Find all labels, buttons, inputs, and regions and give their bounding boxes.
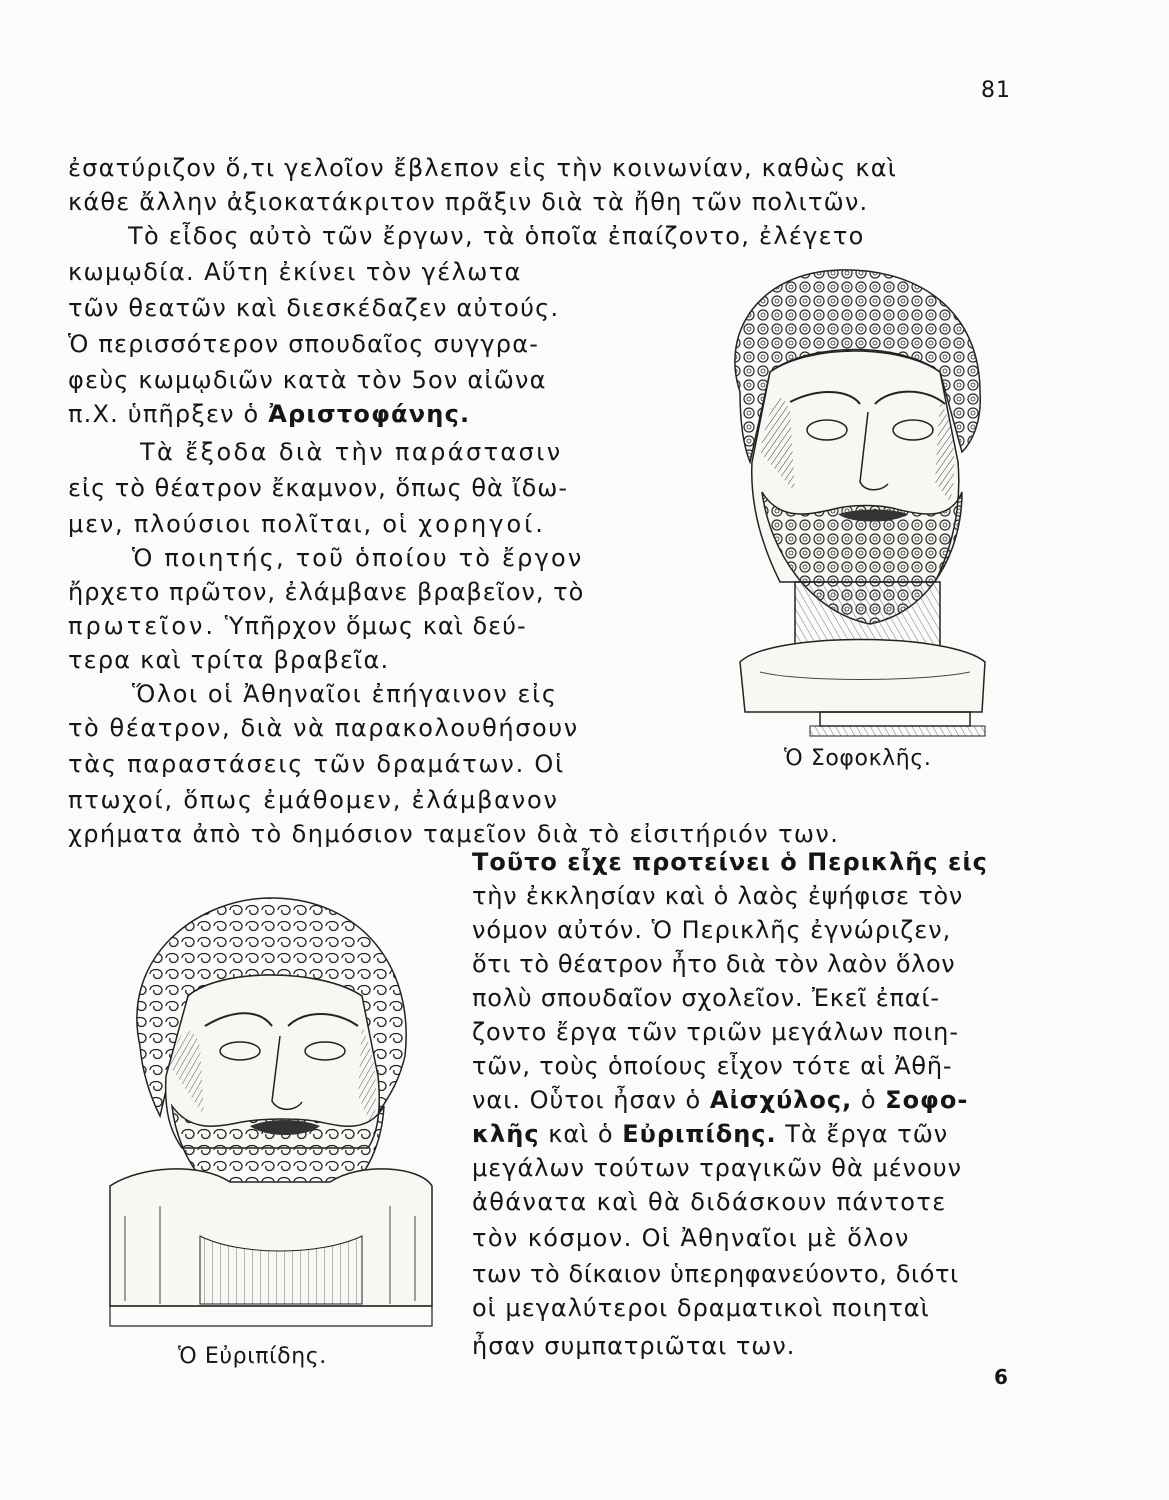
text-line [68, 398, 470, 430]
euripides-bust-image [100, 886, 440, 1336]
text-line: τῶν, τοὺς ὁποίους εἶχον τότε αἱ Ἀθῆ- [472, 1052, 953, 1080]
text-line: κωμῳδία. Αὕτη ἐκίνει τὸν γέλωτα [68, 258, 522, 286]
term-choregoi: χορηγοί. [418, 510, 546, 538]
name-aeschylus: Αἰσχύλος, [709, 1086, 853, 1114]
text-line: μεγάλων τούτων τραγικῶν θὰ μένουν [472, 1154, 963, 1182]
text-line: χρήματα ἀπὸ τὸ δημόσιον ταμεῖον διὰ τὸ εἰσιτήριόν των. [68, 820, 840, 848]
text-line: Ὁ ποιητής, τοῦ ὁποίου τὸ ἔργον [132, 544, 584, 572]
text-span: μεν, πλούσιοι πολῖται, οἱ [68, 510, 409, 538]
text-line: ζοντο ἔργα τῶν τριῶν μεγάλων ποιη- [472, 1018, 960, 1046]
sophocles-bust-image [700, 252, 1000, 742]
text-line: ἤρχετο πρῶτον, ἐλάμβανε βραβεῖον, τὸ [68, 578, 585, 606]
euripides-caption: Ὁ Εὐριπίδης. [178, 1344, 327, 1369]
text-line [472, 1084, 968, 1116]
text-line: τὴν ἐκκλησίαν καὶ ὁ λαὸς ἐψήφισε τὸν [472, 882, 964, 910]
text-span: Τὰ ἔργα τῶν [785, 1120, 949, 1148]
text-line: κάθε ἄλλην ἀξιοκατάκριτον πρᾶξιν διὰ τὰ ἤθη τῶν πολιτῶν. [68, 188, 869, 216]
signature-number: 6 [994, 1365, 1008, 1389]
text-line: Ὅλοι οἱ Ἀθηναῖοι ἐπήγαινον εἰς [132, 680, 558, 708]
text-line [472, 1118, 948, 1150]
text-line: τῶν θεατῶν καὶ διεσκέδαζεν αὐτούς. [68, 294, 560, 322]
text-line: Ὁ περισσότερον σπουδαῖος συγγρα- [68, 330, 540, 358]
text-line: Τὸ εἶδος αὐτὸ τῶν ἔργων, τὰ ὁποῖα ἐπαίζοντο, ἐλέγετο [128, 222, 865, 250]
text-line: ὅτι τὸ θέατρον ἦτο διὰ τὸν λαὸν ὅλον [472, 950, 956, 978]
text-line: Τὰ ἔξοδα διὰ τὴν παράστασιν [140, 438, 563, 466]
name-sophocles-part: κλῆς [472, 1120, 540, 1148]
text-line: ἦσαν συμπατριῶται των. [472, 1332, 796, 1360]
text-line: τὸν κόσμον. Οἱ Ἀθηναῖοι μὲ ὅλον [472, 1224, 910, 1252]
text-line: ἀθάνατα καὶ θὰ διδάσκουν πάντοτε [472, 1188, 947, 1216]
text-span: π.Χ. ὑπῆρξεν ὁ [68, 400, 260, 428]
page-number: 81 [981, 78, 1011, 103]
text-line: πτωχοί, ὅπως ἐμάθομεν, ἐλάμβανον [68, 786, 559, 814]
text-line: εἰς τὸ θέατρον ἔκαμνον, ὅπως θὰ ἴδω- [68, 474, 569, 502]
name-aristophanes: Ἀριστοφάνης. [268, 400, 471, 428]
text-line: πολὺ σπουδαῖον σχολεῖον. Ἐκεῖ ἐπαί- [472, 984, 940, 1012]
text-line [68, 508, 546, 540]
name-euripides: Εὐριπίδης. [622, 1120, 777, 1148]
term-proteion: πρωτεῖον. [68, 612, 217, 640]
text-line: τὰς παραστάσεις τῶν δραμάτων. Οἱ [68, 750, 566, 778]
text-line [472, 846, 988, 878]
text-line: φεὺς κωμῳδιῶν κατὰ τὸν 5ον αἰῶνα [68, 366, 547, 394]
text-span: ὁ [860, 1086, 877, 1114]
text-line: ἐσατύριζον ὅ,τι γελοῖον ἔβλεπον εἰς τὴν κοινωνίαν, καθὼς καὶ [68, 154, 898, 182]
text-span: Τοῦτο εἶχε προτείνει ὁ Περικλῆς εἰς [472, 848, 988, 876]
text-line: των τὸ δίκαιον ὑπερηφανεύοντο, διότι [472, 1260, 959, 1288]
text-line: οἱ μεγαλύτεροι δραματικοὶ ποιηταὶ [472, 1294, 930, 1322]
text-line [68, 610, 527, 642]
text-line: τὸ θέατρον, διὰ νὰ παρακολουθήσουν [68, 714, 579, 742]
text-span: καὶ ὁ [548, 1120, 614, 1148]
text-line: νόμον αὐτόν. Ὁ Περικλῆς ἐγνώριζεν, [472, 916, 952, 944]
text-span: ναι. Οὗτοι ἦσαν ὁ [472, 1086, 702, 1114]
text-line: τερα καὶ τρίτα βραβεῖα. [68, 646, 390, 674]
sophocles-caption: Ὁ Σοφοκλῆς. [784, 746, 932, 771]
text-span: Ὑπῆρχον ὅμως καὶ δεύ- [224, 612, 527, 640]
name-sophocles-part: Σοφο- [885, 1086, 969, 1114]
